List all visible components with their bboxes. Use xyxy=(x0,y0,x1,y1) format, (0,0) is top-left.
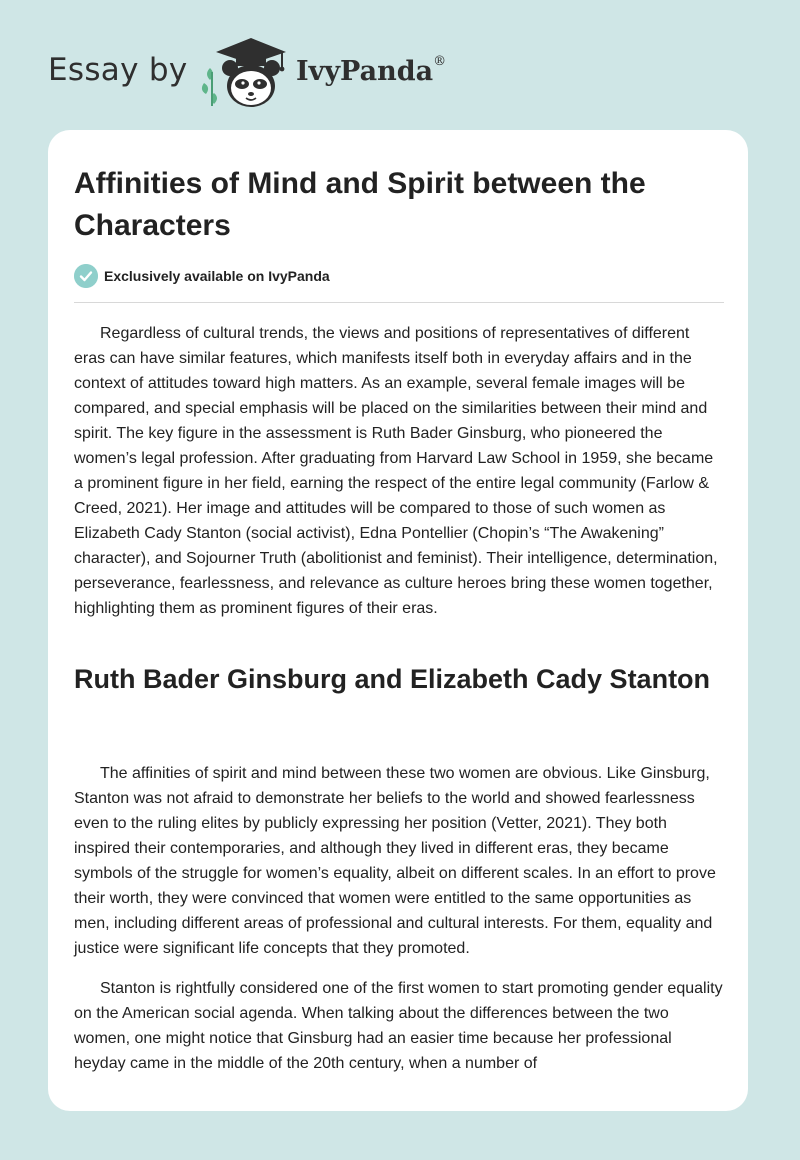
section-heading: Ruth Bader Ginsburg and Elizabeth Cady Stanton xyxy=(74,664,711,694)
paragraph-body-2: Stanton is rightfully considered one of the first women to start promoting gender equality on the American social agenda. When talking about the differences between the two women, one might notice that Ginsburg had an easier time because her professional heyday came in the middle of the 20th century, when a number of xyxy=(74,980,723,1072)
paragraph-intro: Regardless of cultural trends, the views and positions of representatives of different eras can have similar features, which manifests itself both in everyday affairs and in the context of attitudes toward high matters. As an example, several female images will be compared, and special emphasis will be placed on the similarities between their mind and spirit. The key figure in the assessment is Ruth Bader Ginsburg, who pioneered the women’s legal profession. After graduating from Harvard Law School in 1959, she became a prominent figure in her field, earning the respect of the entire legal community (Farlow & Creed, 2021). Her image and attitudes will be compared to those of such women as Elizabeth Cady Stanton (social activist), Edna Pontellier (Chopin’s “The Awakening” character), and Sojourner Truth (abolitionist and feminist). Their intelligence, determination, perseverance, fearlessness, and relevance as culture heroes bring these women together, highlighting them as prominent figures of their eras. xyxy=(74,325,718,617)
essay-card xyxy=(48,130,748,1111)
essay-title: Affinities of Mind and Spirit between the Characters xyxy=(74,167,646,242)
exclusive-badge xyxy=(74,264,724,290)
exclusive-label: Exclusively available on IvyPanda xyxy=(104,268,330,284)
essay-by-label: Essay by xyxy=(48,52,188,88)
site-header xyxy=(48,34,528,114)
registered-mark: ® xyxy=(433,54,447,69)
paragraph-body-1: The affinities of spirit and mind between these two women are obvious. Like Ginsburg, Stanton was not afraid to demonstrate her beliefs to the world and showed fearlessness even to the ruling elites by publicly expressing her position (Vetter, 2021). They both inspired their contemporaries, and although they lived in different eras, they became symbols of the struggle for women’s equality, albeit on different scales. In an effort to prove their worth, they were convinced that women were entitled to the same opportunities as men, including different areas of professional and cultural interests. For them, equality and justice were significant life concepts that they promoted. xyxy=(74,765,716,957)
ivypanda-wordmark[interactable]: IvyPanda® xyxy=(296,54,447,87)
ivypanda-logo-icon[interactable] xyxy=(200,34,290,110)
check-icon xyxy=(74,264,98,288)
divider xyxy=(74,302,724,303)
